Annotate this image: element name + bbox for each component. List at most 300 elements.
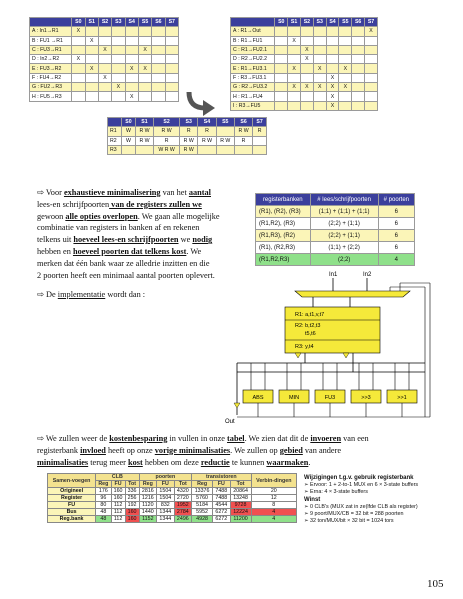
functional-unit-label: FU3: [324, 395, 336, 401]
table-cell: 9728: [230, 502, 251, 509]
row-label: A : R1→Out: [231, 27, 275, 36]
table-cell: X: [85, 64, 98, 73]
write-schedule-table: [29, 17, 179, 102]
table-cell: (R1), (R2), (R3): [256, 206, 311, 218]
table-cell: 2784: [174, 509, 192, 516]
table-cell: [165, 27, 178, 36]
table-cell: (R1,R2,R3): [256, 254, 311, 266]
text-run: in vullen in onze: [167, 434, 228, 443]
table-cell: [138, 55, 151, 64]
table-cell: [288, 27, 301, 36]
paragraph-line: [37, 199, 247, 211]
table-cell: [152, 45, 165, 54]
table-cell: 4: [251, 516, 296, 523]
column-header: S7: [365, 18, 378, 27]
text-run: minimalisaties: [37, 457, 89, 467]
table-cell: [216, 127, 234, 136]
table-row: [231, 73, 378, 82]
text-run: gebied: [279, 445, 303, 455]
table-cell: [365, 101, 378, 110]
text-run: van een: [341, 434, 369, 443]
table-cell: R: [253, 127, 267, 136]
row-label: H : R1→FU4: [231, 92, 275, 101]
text-run: aantal: [188, 188, 211, 197]
table-cell: 7488: [213, 495, 231, 502]
table-cell: 6: [378, 242, 414, 254]
table-cell: X: [301, 83, 314, 92]
table-row: [30, 55, 179, 64]
column-header: S4: [326, 18, 339, 27]
sub-header: Reg: [96, 481, 111, 488]
input-mux: [295, 291, 410, 297]
table-cell: 160: [111, 495, 125, 502]
column-header: S6: [234, 118, 252, 127]
table-cell: 12: [251, 495, 296, 502]
table-cell: W: [122, 136, 136, 145]
text-run: lees-en schrijfpoorten: [37, 199, 110, 209]
table-row: [231, 64, 378, 73]
column-header: S3: [313, 18, 326, 27]
table-cell: [339, 73, 352, 82]
table-cell: [125, 27, 138, 36]
row-label: Bus: [48, 509, 96, 516]
row-label: H : FU5→R3: [30, 92, 72, 101]
row-label: Reg.bank: [48, 516, 96, 523]
table-cell: 1504: [157, 488, 175, 495]
table-cell: [288, 45, 301, 54]
table-cell: X: [326, 101, 339, 110]
column-header: S2: [154, 118, 180, 127]
datapath-diagram: [225, 265, 453, 430]
table-cell: [326, 55, 339, 64]
table-cell: [301, 64, 314, 73]
text-run: invoeren: [310, 434, 342, 443]
table-cell: [72, 92, 85, 101]
table-cell: [98, 27, 111, 36]
table-cell: [253, 145, 267, 154]
table-cell: 5760: [192, 495, 213, 502]
table-cell: [72, 36, 85, 45]
table-cell: (1;1) + (2;2): [310, 242, 378, 254]
table-cell: [313, 27, 326, 36]
table-cell: [125, 45, 138, 54]
table-cell: [125, 36, 138, 45]
table-row: [48, 502, 297, 509]
table-cell: [198, 145, 216, 154]
table-cell: [288, 101, 301, 110]
table-cell: (R1,R2), (R3): [256, 218, 311, 230]
text-run: van het: [160, 188, 189, 197]
table-cell: [313, 36, 326, 45]
table-row: [231, 45, 378, 54]
table-cell: [275, 64, 288, 73]
table-cell: [138, 92, 151, 101]
table-row: [108, 136, 267, 145]
text-run: hebben om deze: [142, 457, 201, 467]
table-cell: R W: [198, 136, 216, 145]
table-cell: X: [288, 64, 301, 73]
text-run: vorige minimalisaties: [154, 445, 231, 455]
column-header: [231, 18, 275, 27]
table-cell: [85, 27, 98, 36]
table-cell: X: [326, 92, 339, 101]
table-cell: X: [138, 64, 151, 73]
table-cell: X: [125, 92, 138, 101]
page-number: 105: [427, 578, 444, 590]
table-cell: [326, 64, 339, 73]
table-cell: 160: [125, 516, 139, 523]
table-cell: [339, 27, 352, 36]
column-header: S6: [352, 18, 365, 27]
paragraph-line: [37, 222, 247, 234]
column-header: # poorten: [378, 194, 414, 206]
table-cell: 4544: [213, 502, 231, 509]
table-cell: (2;2) + (1;1): [310, 218, 378, 230]
table-cell: [365, 36, 378, 45]
table-cell: [138, 36, 151, 45]
row-label: E : R1→FU3.1: [231, 64, 275, 73]
column-header: S0: [72, 18, 85, 27]
table-cell: R: [154, 136, 180, 145]
table-cell: [165, 36, 178, 45]
table-cell: 2720: [174, 495, 192, 502]
column-header: S2: [301, 18, 314, 27]
table-cell: 80: [96, 502, 111, 509]
table-cell: X: [301, 45, 314, 54]
table-cell: 176: [96, 488, 111, 495]
paragraph-line: [37, 187, 247, 199]
table-cell: X: [365, 27, 378, 36]
text-run: waarmaken: [266, 457, 309, 467]
row-label: A : In1→R1: [30, 27, 72, 36]
column-header: S4: [198, 118, 216, 127]
sub-header: Reg: [139, 481, 157, 488]
functional-unit-label: >>1: [397, 395, 407, 401]
table-cell: R W: [135, 136, 153, 145]
r1-label: R1: a,t1,v,t7: [295, 312, 325, 318]
text-run: merken dat één bank waar ze alledrie inzitten en die: [37, 258, 210, 268]
table-cell: [275, 73, 288, 82]
table-cell: [216, 145, 234, 154]
table-cell: 2816: [139, 488, 157, 495]
table-cell: [165, 83, 178, 92]
register-usage-table: [107, 117, 267, 155]
table-cell: [85, 45, 98, 54]
table-cell: [301, 92, 314, 101]
sub-header: FU: [111, 481, 125, 488]
read-schedule-table: [230, 17, 378, 111]
table-cell: X: [326, 73, 339, 82]
row-label: R1: [108, 127, 122, 136]
table-cell: [152, 83, 165, 92]
table-cell: 112: [111, 502, 125, 509]
column-header: S3: [180, 118, 198, 127]
in2-label: In2: [363, 272, 372, 278]
table-cell: [313, 101, 326, 110]
table-cell: [165, 64, 178, 73]
functional-unit-label: ABS: [252, 395, 264, 401]
column-header: [30, 18, 72, 27]
table-cell: [165, 73, 178, 82]
table-cell: [326, 36, 339, 45]
table-cell: [138, 83, 151, 92]
column-header: S2: [98, 18, 111, 27]
text-run: Voor: [45, 188, 64, 197]
table-cell: R: [198, 127, 216, 136]
table-row: [231, 36, 378, 45]
table-cell: [112, 45, 125, 54]
table-cell: 6: [378, 230, 414, 242]
table-row: [108, 145, 267, 154]
row-label: C : R1→FU2.1: [231, 45, 275, 54]
curved-arrow-icon: [185, 88, 219, 118]
table-cell: [288, 92, 301, 101]
table-cell: [301, 101, 314, 110]
table-cell: [125, 55, 138, 64]
row-label: B : R1→FU1: [231, 36, 275, 45]
table-cell: [275, 92, 288, 101]
implementation-line: ⇨ De implementatie wordt dan :: [37, 290, 146, 299]
arrow-bullet-icon: ⇨: [37, 434, 46, 443]
table-cell: R W: [180, 136, 198, 145]
sub-header: FU: [157, 481, 175, 488]
sub-header: Reg: [192, 481, 213, 488]
text-run: terug meer: [88, 457, 129, 467]
text-run: combinatie van registers in banken af en rekenen: [37, 223, 200, 233]
table-cell: X: [98, 73, 111, 82]
table-cell: X: [313, 83, 326, 92]
table-cell: X: [72, 55, 85, 64]
row-label: Origineel: [48, 488, 96, 495]
text-run: heeft op onze: [105, 445, 155, 455]
row-label: E : FU3→R2: [30, 64, 72, 73]
table-cell: [313, 55, 326, 64]
table-cell: [72, 83, 85, 92]
table-cell: [352, 83, 365, 92]
sub-header: FU: [213, 481, 231, 488]
row-label: G : FU2→R3: [30, 83, 72, 92]
text-run: tabel: [227, 434, 245, 443]
text-run: registerbank: [37, 445, 81, 455]
table-cell: 7488: [213, 488, 231, 495]
table-cell: [138, 73, 151, 82]
text-run: 2 poorten heeft een minimaal aantal poorten oplevert.: [37, 270, 215, 280]
table-cell: (2;2) + (1;1): [310, 230, 378, 242]
table-cell: [352, 45, 365, 54]
table-cell: [85, 83, 98, 92]
text-run: kost: [128, 457, 143, 467]
table-cell: [152, 92, 165, 101]
table-cell: [352, 55, 365, 64]
table-cell: (R1), (R2,R3): [256, 242, 311, 254]
table-cell: [313, 92, 326, 101]
table-cell: X: [138, 45, 151, 54]
table-cell: 4320: [174, 488, 192, 495]
table-cell: 336: [125, 488, 139, 495]
table-cell: X: [112, 83, 125, 92]
row-label: C : FU3→R1: [30, 45, 72, 54]
row-label: F : FU4→R2: [30, 73, 72, 82]
text-run: kostenbesparing: [109, 434, 168, 443]
table-row: [256, 218, 415, 230]
group-header: poorten: [139, 474, 192, 481]
table-cell: R W: [216, 136, 234, 145]
row-label: R3: [108, 145, 122, 154]
arrow-bullet-icon: ⇨: [37, 188, 46, 197]
out-label: Out: [225, 419, 235, 425]
table-cell: 1152: [139, 516, 157, 523]
table-cell: [72, 45, 85, 54]
table-cell: R: [234, 136, 252, 145]
table-cell: [352, 27, 365, 36]
table-cell: 5184: [192, 502, 213, 509]
column-header: S1: [288, 18, 301, 27]
table-row: [30, 83, 179, 92]
column-header: S7: [165, 18, 178, 27]
table-row: [30, 64, 179, 73]
paragraph-line: [37, 258, 247, 270]
text-run: van de registers zullen we: [109, 199, 202, 209]
table-cell: [112, 36, 125, 45]
arrow-bullet-icon: ⇨: [37, 290, 44, 299]
table-cell: 6272: [213, 509, 231, 516]
table-cell: 4928: [192, 516, 213, 523]
table-cell: X: [326, 83, 339, 92]
text-run: .: [308, 457, 311, 467]
table-cell: (1;1) + (1;1) + (1;1): [310, 206, 378, 218]
table-cell: [288, 55, 301, 64]
r3-label: R3: y,t4: [295, 344, 314, 350]
table-cell: (2;2): [310, 254, 378, 266]
table-cell: [72, 73, 85, 82]
r2-label: R2: b,t2,t3: [295, 323, 321, 329]
table-cell: 1344: [157, 516, 175, 523]
table-cell: [152, 36, 165, 45]
table-cell: [253, 136, 267, 145]
text-run: hebben en: [37, 246, 73, 256]
table-cell: 8: [251, 502, 296, 509]
row-label: Register: [48, 495, 96, 502]
table-cell: [365, 92, 378, 101]
column-header: S6: [152, 18, 165, 27]
text-run: hoeveel lees-en schrijfpoorten: [73, 235, 179, 245]
table-row: [30, 36, 179, 45]
table-cell: [85, 55, 98, 64]
column-header: registerbanken: [256, 194, 311, 206]
table-cell: [152, 27, 165, 36]
table-row: [48, 495, 297, 502]
table-cell: [234, 145, 252, 154]
table-row: [30, 92, 179, 101]
table-row: [256, 206, 415, 218]
table-cell: 1504: [157, 495, 175, 502]
sub-header: Tot: [174, 481, 192, 488]
table-cell: [313, 45, 326, 54]
table-cell: 1120: [139, 502, 157, 509]
in1-label: In1: [329, 272, 338, 278]
table-cell: 160: [111, 488, 125, 495]
column-header: S5: [216, 118, 234, 127]
table-cell: (R1,R3), (R2): [256, 230, 311, 242]
table-cell: X: [313, 64, 326, 73]
table-cell: [339, 36, 352, 45]
group-header: Verbin-dingen: [251, 474, 296, 488]
sub-header: Tot: [125, 481, 139, 488]
cost-paragraph: [37, 433, 437, 468]
table-cell: 256: [125, 495, 139, 502]
text-run: . We zien dat dit de: [244, 434, 311, 443]
table-row: [256, 230, 415, 242]
table-cell: W R W: [154, 145, 180, 154]
paragraph-line: [37, 234, 247, 246]
table-cell: 1952: [174, 502, 192, 509]
table-cell: [352, 36, 365, 45]
table-cell: [301, 27, 314, 36]
table-cell: [301, 36, 314, 45]
table-cell: 6: [378, 206, 414, 218]
table-cell: [313, 73, 326, 82]
table-cell: 96: [96, 495, 111, 502]
group-header: CLB: [96, 474, 139, 481]
table-cell: [301, 73, 314, 82]
row-label: F : R3→FU3.1: [231, 73, 275, 82]
table-row: [48, 509, 297, 516]
group-header: transistoren: [192, 474, 251, 481]
table-cell: R W: [180, 145, 198, 154]
text-run: exhaustieve minimalisering: [63, 188, 161, 197]
table-cell: R W: [135, 127, 153, 136]
table-cell: R W: [234, 127, 252, 136]
table-cell: [112, 92, 125, 101]
register-bank-table: [255, 193, 415, 266]
table-cell: [98, 92, 111, 101]
table-cell: 1216: [139, 495, 157, 502]
table-cell: [165, 92, 178, 101]
table-cell: 12224: [230, 509, 251, 516]
table-cell: [275, 101, 288, 110]
table-cell: X: [301, 55, 314, 64]
table-cell: [122, 145, 136, 154]
table-cell: W: [122, 127, 136, 136]
table-cell: [165, 45, 178, 54]
text-run: invloed: [80, 445, 106, 455]
table-cell: X: [85, 36, 98, 45]
table-cell: [365, 83, 378, 92]
column-header: # lees/schrijfpoorten: [310, 194, 378, 206]
text-run: We zullen weer de: [45, 434, 110, 443]
table-cell: 13248: [230, 495, 251, 502]
table-cell: [339, 101, 352, 110]
table-cell: X: [288, 83, 301, 92]
table-row: [30, 45, 179, 54]
table-cell: [152, 73, 165, 82]
paragraph-line: [37, 270, 247, 282]
table-cell: [98, 55, 111, 64]
table-cell: [135, 145, 153, 154]
table-cell: [98, 64, 111, 73]
table-cell: [112, 55, 125, 64]
table-cell: [365, 45, 378, 54]
table-cell: 112: [111, 516, 125, 523]
table-row: [231, 83, 378, 92]
r2-label-cont: t5,t6: [305, 331, 316, 337]
text-run: reductie: [200, 457, 230, 467]
table-cell: X: [72, 27, 85, 36]
table-cell: [98, 36, 111, 45]
column-header: S0: [275, 18, 288, 27]
table-row: [48, 488, 297, 495]
table-cell: 6272: [213, 516, 231, 523]
